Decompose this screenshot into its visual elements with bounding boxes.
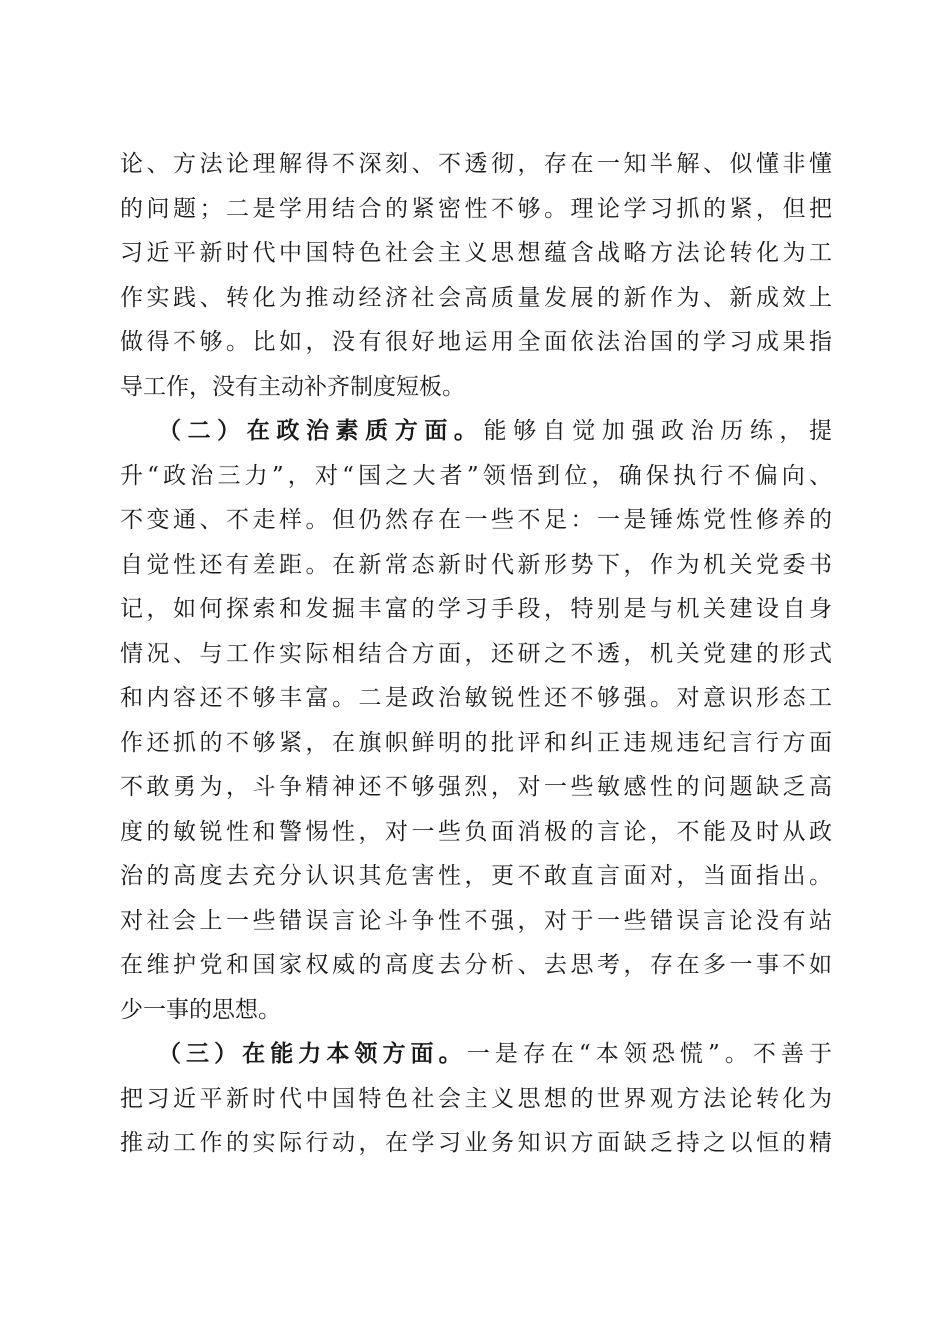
paragraph-line: 不变通、不走样。但仍然存在一些不足：一是锤炼党性修养的: [120, 507, 832, 533]
paragraph-line: 情况、与工作实际相结合方面，还研之不透，机关党建的形式: [120, 640, 832, 667]
section-heading-political: （二）在政治素质方面。: [158, 417, 484, 444]
paragraph-line: 记，如何探索和发掘丰富的学习手段，特别是与机关建设自身: [120, 596, 832, 622]
document-body: [120, 142, 832, 1166]
paragraph-line: 少一事的思想。: [120, 996, 281, 1023]
paragraph-line: 推动工作的实际行动，在学习业务知识方面缺乏持之以恒的精: [120, 1130, 832, 1156]
paragraph-line: 的问题；二是学用结合的紧密性不够。理论学习抓的紧，但把: [120, 195, 832, 222]
heading-line-text: 一是存在“本领恐慌”。不善于: [466, 1041, 832, 1067]
paragraph-line: 导工作，没有主动补齐制度短板。: [120, 373, 465, 400]
section-heading-line: [120, 1032, 832, 1077]
paragraph-line: 升“政治三力”，对“国之大者”领悟到位，确保执行不偏向、: [120, 462, 832, 489]
paragraph-line: 论、方法论理解得不深刻、不透彻，存在一知半解、似懂非懂: [120, 151, 832, 177]
paragraph-line: 和内容还不够丰富。二是政治敏锐性还不够强。对意识形态工: [120, 685, 832, 711]
paragraph-line: 作还抓的不够紧，在旗帜鲜明的批评和纠正违规违纪言行方面: [120, 729, 832, 756]
paragraph-line: 在维护党和国家权威的高度去分析、去思考，存在多一事不如: [120, 952, 832, 978]
paragraph-line: 治的高度去充分认识其危害性，更不敢直言面对，当面指出。: [120, 863, 832, 889]
paragraph-line: 做得不够。比如，没有很好地运用全面依法治国的学习成果指: [120, 329, 832, 355]
paragraph-line: 度的敏锐性和警惕性，对一些负面消极的言论，不能及时从政: [120, 818, 832, 845]
section-heading-ability: （三）在能力本领方面。: [158, 1040, 467, 1067]
paragraph-line: 不敢勇为，斗争精神还不够强烈，对一些敏感性的问题缺乏高: [120, 774, 832, 800]
paragraph-line: 自觉性还有差距。在新常态新时代新形势下，作为机关党委书: [120, 551, 832, 578]
heading-line-text: 能够自觉加强政治历练，提: [483, 418, 833, 444]
paragraph-line: 作实践、转化为推动经济社会高质量发展的新作为、新成效上: [120, 284, 832, 311]
section-heading-line: [120, 409, 832, 454]
paragraph-line: 习近平新时代中国特色社会主义思想蕴含战略方法论转化为工: [120, 240, 832, 266]
paragraph-line: 把习近平新时代中国特色社会主义思想的世界观方法论转化为: [120, 1085, 832, 1112]
paragraph-line: 对社会上一些错误言论斗争性不强，对于一些错误言论没有站: [120, 907, 832, 934]
